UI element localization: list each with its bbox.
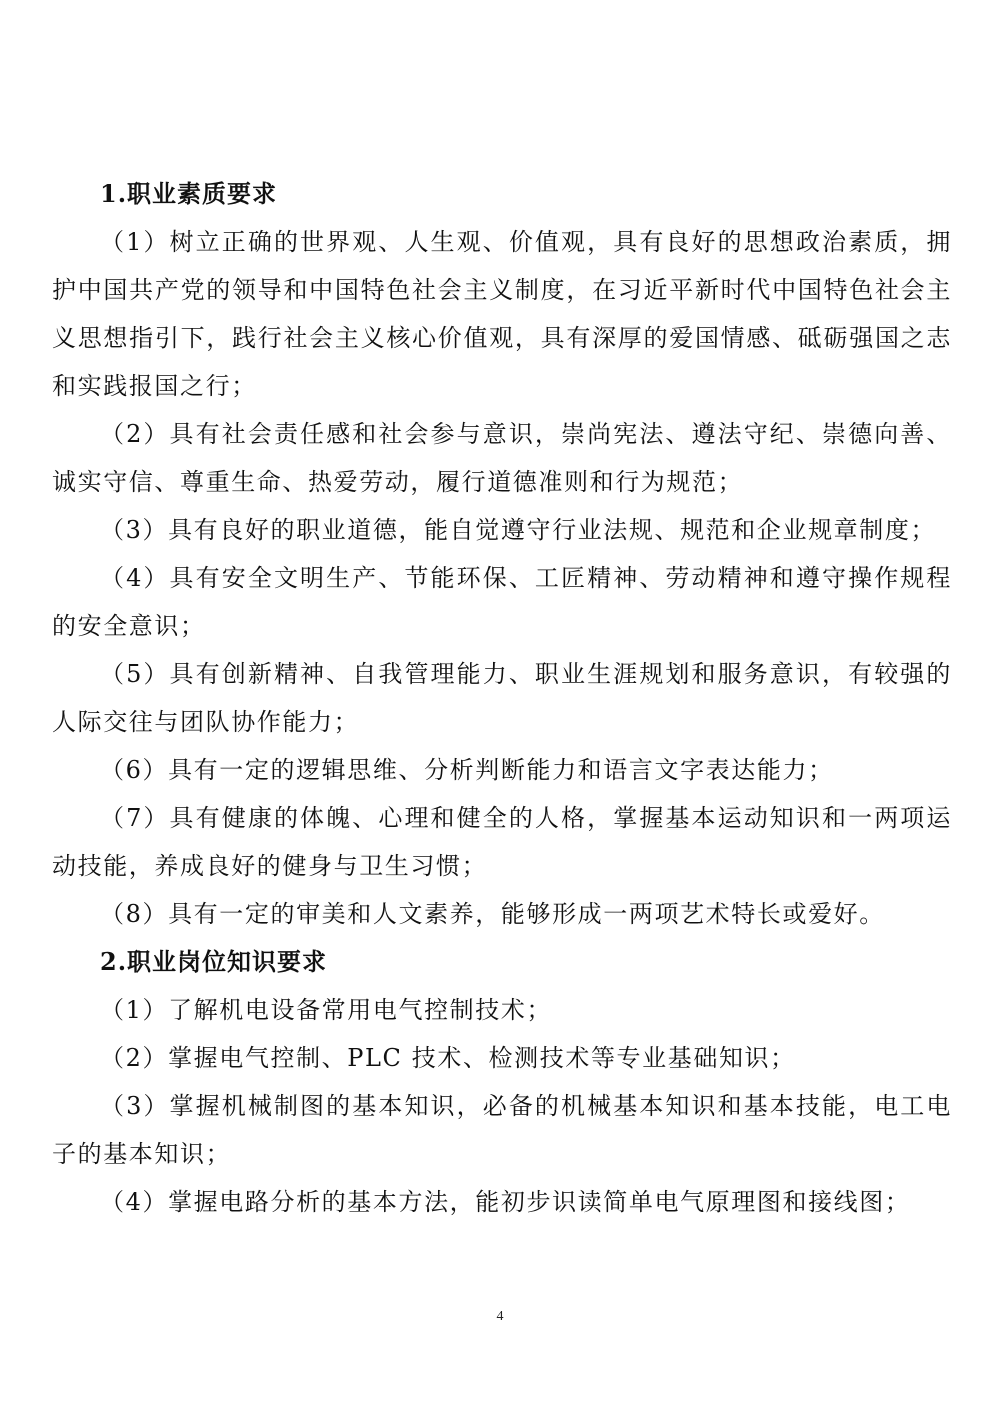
- list-item: （4）掌握电路分析的基本方法，能初步识读简单电气原理图和接线图；: [100, 1188, 911, 1216]
- list-item: （2）掌握电气控制、PLC 技术、检测技术等专业基础知识；: [100, 1044, 796, 1072]
- page-content: [52, 170, 952, 1226]
- list-item: （5）具有创新精神、自我管理能力、职业生涯规划和服务意识，有较强的人际交往与团队协作能力；: [52, 660, 952, 736]
- list-item: （1）了解机电设备常用电气控制技术；: [100, 996, 553, 1024]
- page-number: 4: [496, 1309, 504, 1324]
- list-item: （3）掌握机械制图的基本知识，必备的机械基本知识和基本技能，电工电 子的基本知识；: [52, 1092, 952, 1168]
- list-item: （6）具有一定的逻辑思维、分析判断能力和语言文字表达能力；: [100, 756, 834, 784]
- list-item: （1）树立正确的世界观、人生观、价值观，具有良好的思想政治素质，拥护中国共产党的领导和中国特色社会主义制度，在习近平新时代中国特色社会主义思想指引下，践行社会主义核心价值观，具有深厚的爱国情感、砥砺强国之志和实践报国之行；: [52, 228, 952, 400]
- list-item: （2）具有社会责任感和社会参与意识，崇尚宪法、遵法守纪、崇德向善、诚实守信、尊重生命、热爱劳动，履行道德准则和行为规范；: [52, 420, 952, 496]
- list-item: （3）具有良好的职业道德，能自觉遵守行业法规、规范和企业规章制度；: [100, 516, 937, 544]
- list-item: （4）具有安全文明生产、节能环保、工匠精神、劳动精神和遵守操作规程的安全意识；: [52, 564, 952, 640]
- section-heading-job-knowledge: 2.职业岗位知识要求: [100, 947, 328, 976]
- section-heading-professional-quality: 1.职业素质要求: [100, 179, 278, 208]
- list-item: （7）具有健康的体魄、心理和健全的人格，掌握基本运动知识和一两项运动技能，养成良好的健身与卫生习惯；: [52, 804, 952, 880]
- list-item: （8）具有一定的审美和人文素养，能够形成一两项艺术特长或爱好。: [100, 900, 885, 928]
